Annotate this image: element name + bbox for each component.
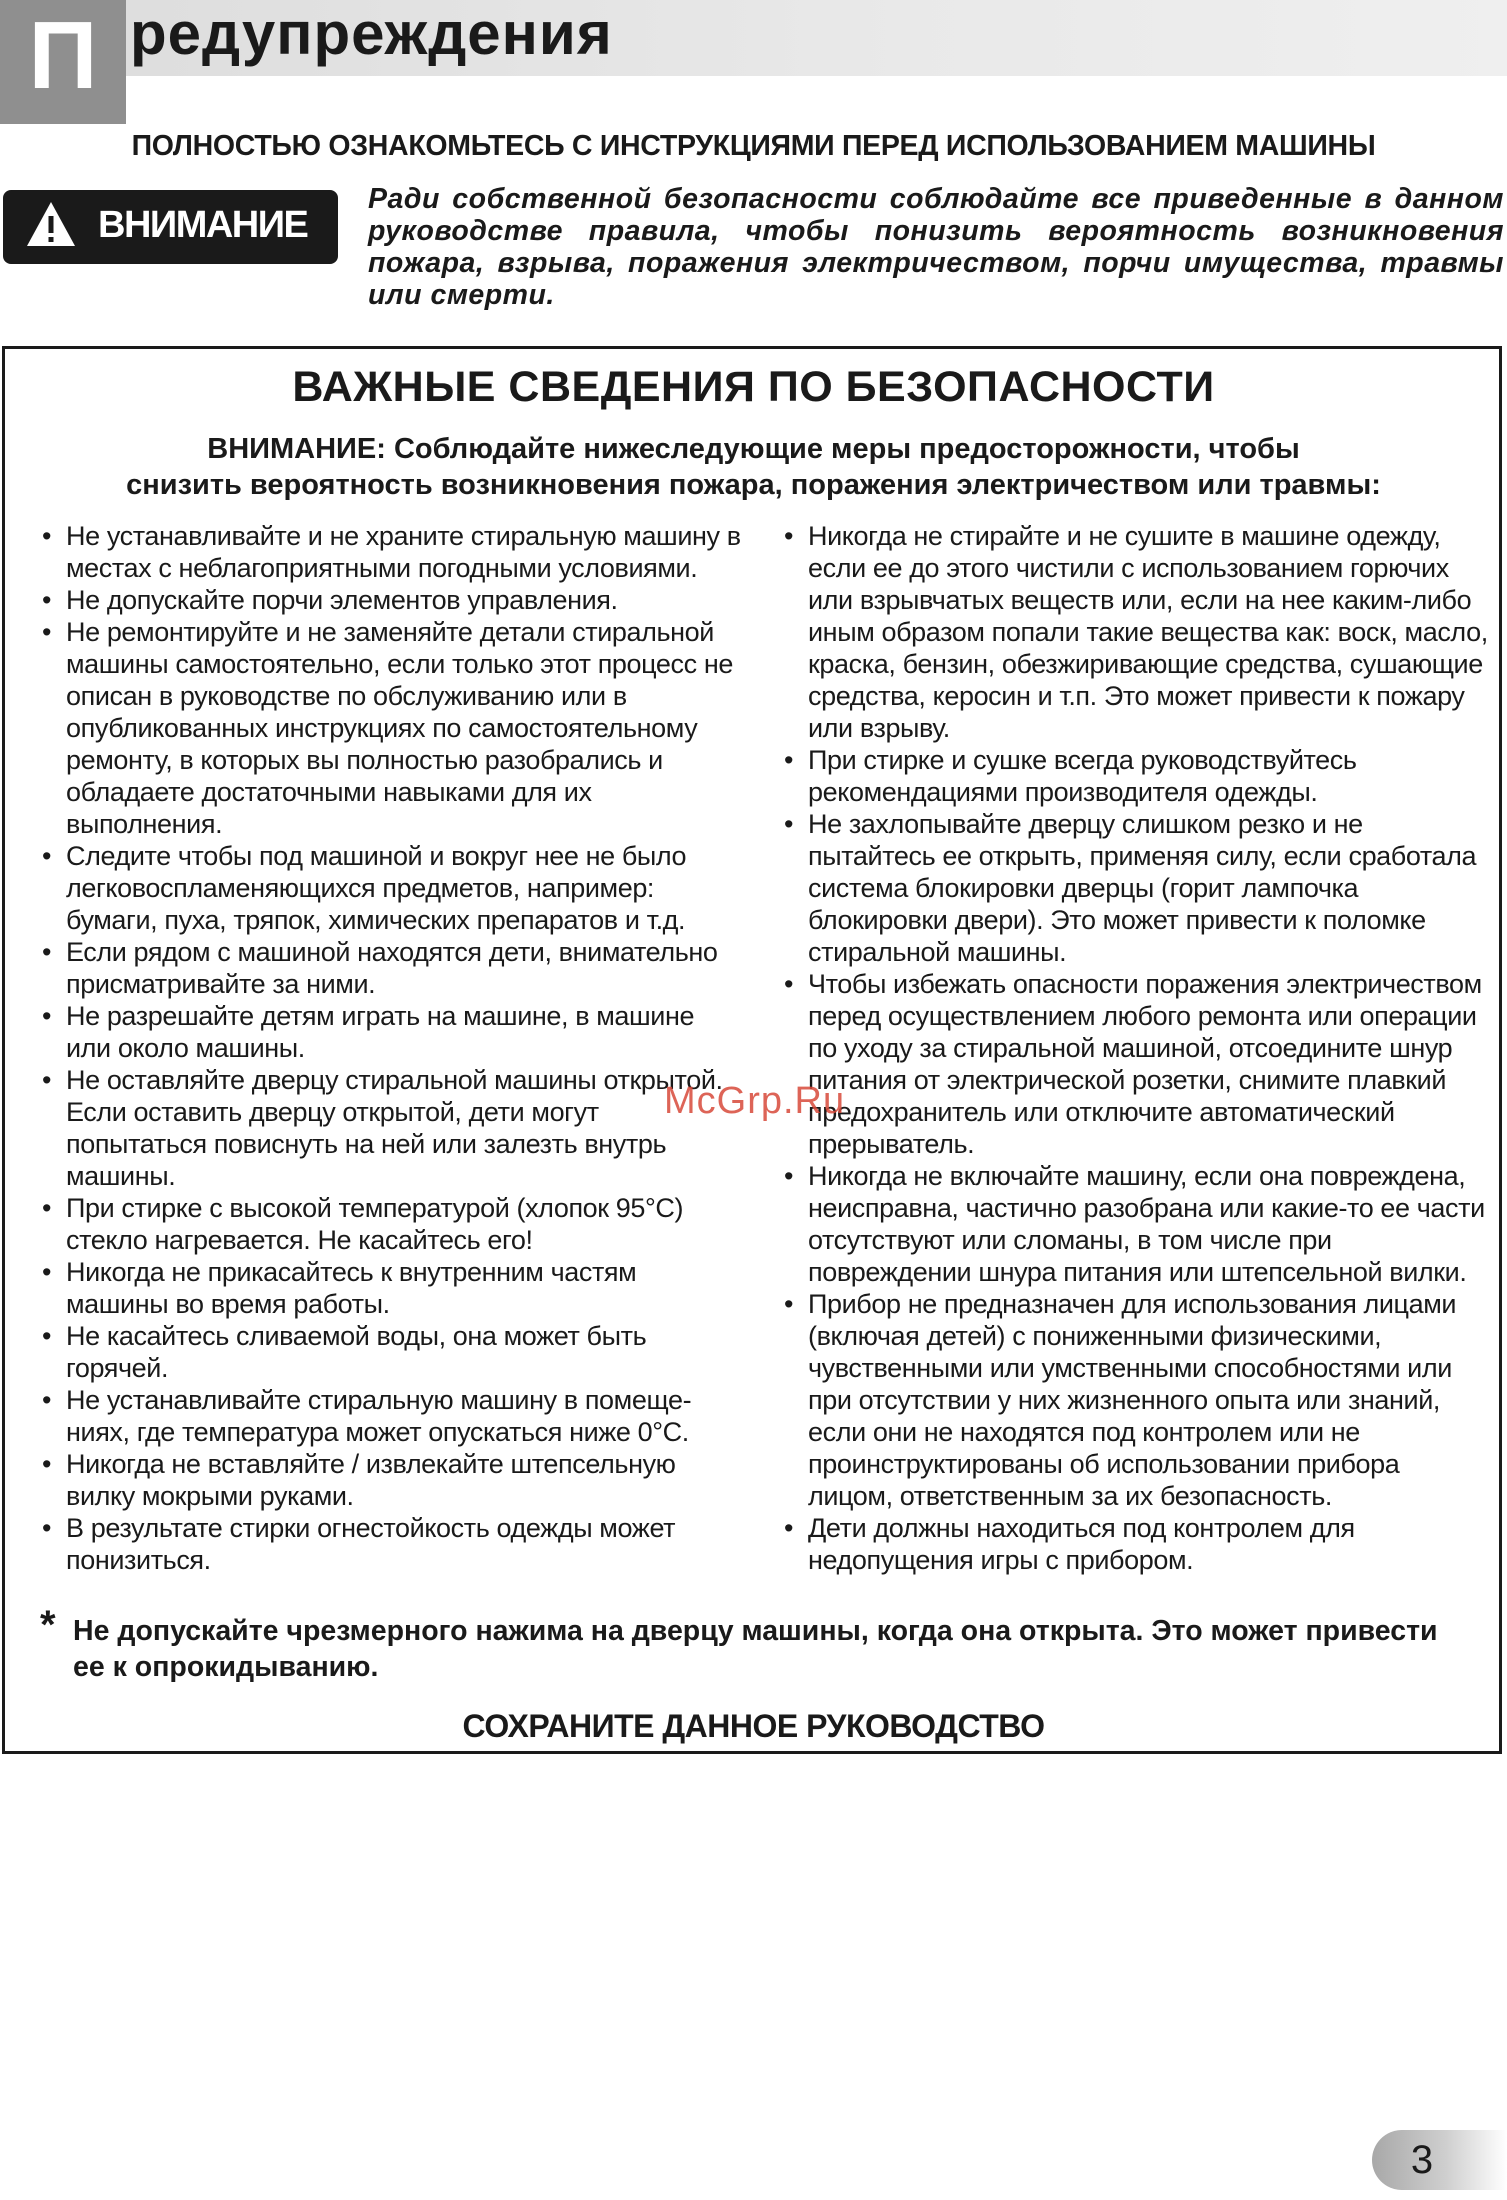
right-column-list bbox=[782, 520, 1490, 1576]
warning-badge-label: ВНИМАНИЕ bbox=[98, 204, 308, 246]
safety-subtitle bbox=[0, 431, 1507, 503]
header-initial-letter: П bbox=[28, 2, 98, 109]
page-number: 3 bbox=[1410, 2138, 1434, 2182]
safety-title: ВАЖНЫЕ СВЕДЕНИЯ ПО БЕЗОПАСНОСТИ bbox=[292, 363, 1215, 411]
list-item: • Следите чтобы под машиной и вокруг нее не было легковоспламеняющихся предметов, например: бумаги, пуха, тряпок, химических препаратов и т.д. bbox=[40, 840, 745, 936]
list-item: • Никогда не включайте машину, если она повреждена, неисправна, частично разобрана или какие-то ее части отсутствуют или сломаны, в том числе при повреждении шнура питания или штепсельной вилки. bbox=[782, 1160, 1490, 1288]
list-item: • Не устанавливайте стиральную машину в помеще-ниях, где температура может опускаться ниже 0°С. bbox=[40, 1384, 745, 1448]
header-letter-box bbox=[0, 0, 126, 124]
list-item: • Прибор не предназначен для использования лицами (включая детей) с пониженными физическими, чувственными или умственными способностями или при отсутствии у них жизненного опыта или знаний, если они не находятся под контролем или не проинструктированы об использовании прибора лицом, ответственным за их безопасность. bbox=[782, 1288, 1490, 1512]
list-item: • Никогда не стирайте и не сушите в машине одежду, если ее до этого чистили с использованием горючих или взрывчатых веществ или, если на нее каким-либо иным образом попали такие вещества как: воск, масло, краска, бензин, обезжиривающие средства, сушающие средства, керосин и т.п. Это может привести к пожару или взрыву. bbox=[782, 520, 1490, 744]
list-item: • Не допускайте порчи элементов управления. bbox=[40, 584, 745, 616]
list-item: • При стирке и сушке всегда руководствуйтесь рекомендациями производителя одежды. bbox=[782, 744, 1490, 808]
list-item: • Не разрешайте детям играть на машине, в машине или около машины. bbox=[40, 1000, 745, 1064]
page-title: редупреждения bbox=[130, 0, 613, 67]
list-item: • Не оставляйте дверцу стиральной машины открытой. Если оставить дверцу открытой, дети могут попытаться повиснуть на ней или залезть внутрь машины. bbox=[40, 1064, 745, 1192]
warning-triangle-icon bbox=[25, 200, 77, 248]
left-column-list bbox=[40, 520, 745, 1576]
list-item: • Никогда не вставляйте / извлекайте штепсельную вилку мокрыми руками. bbox=[40, 1448, 745, 1512]
list-item: • Не ремонтируйте и не заменяйте детали стиральной машины самостоятельно, если только этот процесс не описан в руководстве по обслуживанию или в опубликованных инструкциях по самостоятельному ремонту, в которых вы полностью разобрались и обладаете достаточными навыками для их выполнения. bbox=[40, 616, 745, 840]
safety-subtitle-line-2: снизить вероятность возникновения пожара, поражения электричеством или травмы: bbox=[126, 469, 1381, 501]
intro-paragraph: Ради собственной безопасности соблюдайте все приведенные в данном руководстве правила, чтобы понизить вероятность возникновения пожара, взрыва, поражения электричеством, порчи имущества, травмы или смерти. bbox=[368, 183, 1504, 311]
list-item: • Не устанавливайте и не храните стиральную машину в местах с неблагоприятными погодными условиями. bbox=[40, 520, 745, 584]
list-item: • Чтобы избежать опасности поражения электричеством перед осуществлением любого ремонта или операции по уходу за стиральной машиной, отсоедините шнур питания от электрической розетки, снимите плавкий предохранитель или отключите автоматический прерыватель. bbox=[782, 968, 1490, 1160]
list-item: • Не захлопывайте дверцу слишком резко и не пытайтесь ее открыть, применяя силу, если сработала система блокировки дверцы (горит лампочка блокировки двери). Это может привести к поломке стиральной машины. bbox=[782, 808, 1490, 968]
list-item: • Никогда не прикасайтесь к внутренним частям машины во время работы. bbox=[40, 1256, 745, 1320]
list-item: • В результате стирки огнестойкость одежды может понизиться. bbox=[40, 1512, 745, 1576]
list-item: • Не касайтесь сливаемой воды, она может быть горячей. bbox=[40, 1320, 745, 1384]
warning-badge bbox=[3, 190, 338, 264]
footnote-text: Не допускайте чрезмерного нажима на дверцу машины, когда она открыта. Это может привести ее к опрокидыванию. bbox=[73, 1615, 1438, 1683]
instruction-line: ПОЛНОСТЬЮ ОЗНАКОМЬТЕСЬ С ИНСТРУКЦИЯМИ ПЕРЕД ИСПОЛЬЗОВАНИЕМ МАШИНЫ bbox=[131, 130, 1376, 162]
safety-subtitle-line-1: ВНИМАНИЕ: Соблюдайте нижеследующие меры предосторожности, чтобы bbox=[207, 433, 1300, 465]
footnote-star: * bbox=[40, 1603, 56, 1647]
list-item: • При стирке с высокой температурой (хлопок 95°С) стекло нагревается. Не касайтесь его! bbox=[40, 1192, 745, 1256]
save-manual-note: СОХРАНИТЕ ДАННОЕ РУКОВОДСТВО bbox=[462, 1708, 1045, 1744]
list-item: • Если рядом с машиной находятся дети, внимательно присматривайте за ними. bbox=[40, 936, 745, 1000]
list-item: • Дети должны находиться под контролем для недопущения игры с прибором. bbox=[782, 1512, 1490, 1576]
watermark: McGrp.Ru bbox=[664, 1080, 846, 1122]
